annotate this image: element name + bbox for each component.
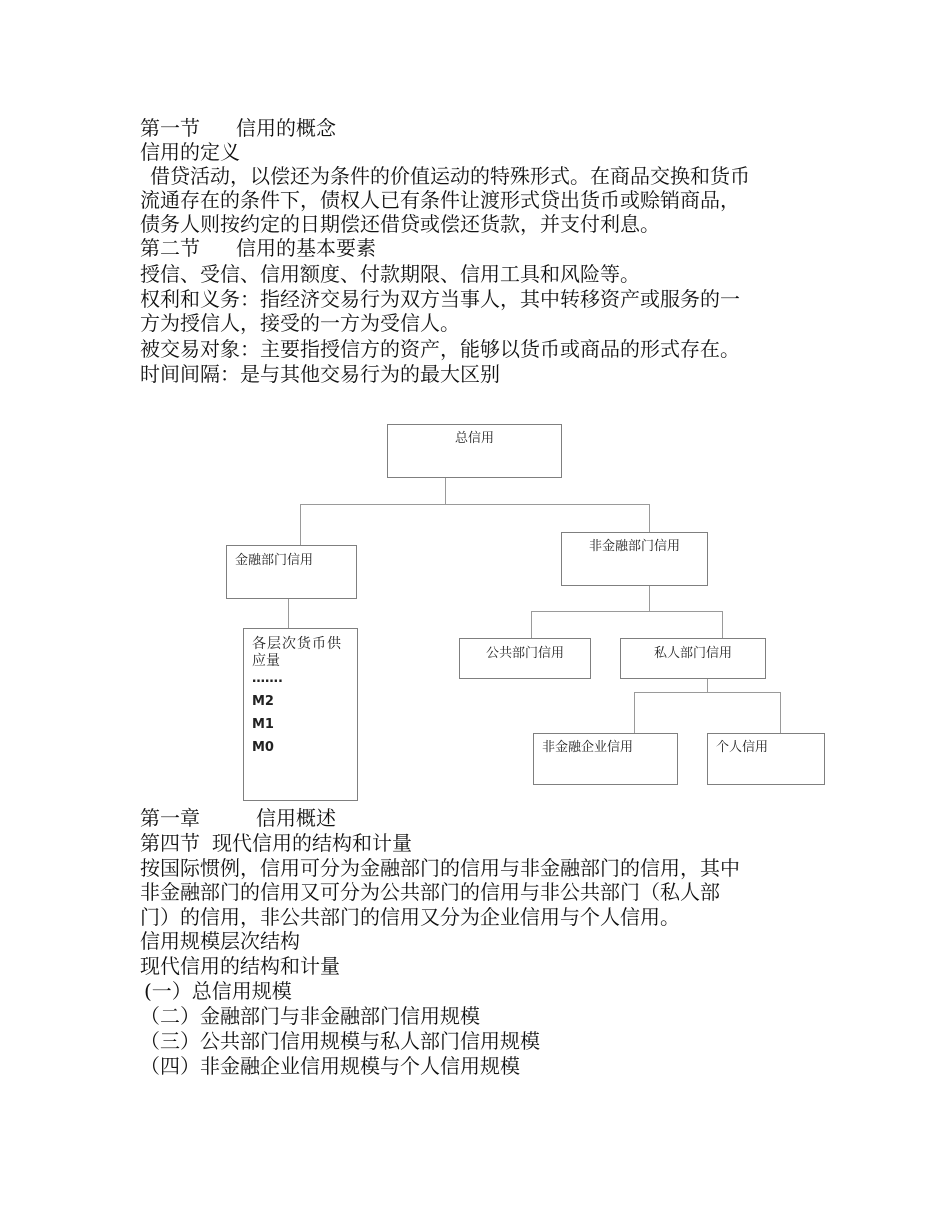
section-1-title: 信用的概念 — [236, 116, 336, 140]
connector-level3-horizontal — [634, 692, 781, 693]
chapter-title: 信用概述 — [256, 806, 336, 830]
measure-heading: 现代信用的结构和计量 — [140, 954, 340, 978]
section-4-number: 第四节 — [140, 831, 200, 855]
connector-to-public — [531, 611, 532, 638]
chapter-heading — [140, 806, 820, 830]
scale-structure-heading: 信用规模层次结构 — [140, 929, 300, 953]
connector-to-personal — [780, 692, 781, 733]
definition-line-1: 借贷活动，以偿还为条件的价值运动的特殊形式。在商品交换和货币 — [150, 164, 750, 188]
enterprise-credit-box — [533, 733, 678, 785]
connector-to-private — [722, 611, 723, 638]
object-line: 被交易对象：主要指授信方的资产，能够以货币或商品的形式存在。 — [140, 337, 740, 361]
interval-line: 时间间隔：是与其他交易行为的最大区别 — [140, 362, 500, 386]
rights-line-1: 权利和义务：指经济交易行为双方当事人，其中转移资产或服务的一 — [140, 287, 740, 311]
money-supply-label-line-1: 各层次货币供 — [252, 636, 342, 652]
personal-credit-label: 个人信用 — [716, 740, 769, 755]
money-supply-m2: M2 — [252, 694, 274, 709]
money-supply-m0: M0 — [252, 740, 274, 755]
section-1-heading — [140, 116, 820, 140]
definition-heading: 信用的定义 — [140, 140, 240, 164]
money-supply-label-line-2: 应量 — [252, 653, 280, 669]
list-item-2: （二）金融部门与非金融部门信用规模 — [140, 1004, 480, 1028]
list-item-4: （四）非金融企业信用规模与个人信用规模 — [140, 1054, 520, 1078]
connector-financial-to-supply — [288, 599, 289, 628]
section-2-heading — [140, 236, 820, 260]
list-item-1: (一）总信用规模 — [144, 979, 292, 1003]
section-1-number: 第一节 — [140, 116, 200, 140]
connector-level2-horizontal — [531, 611, 722, 612]
public-credit-box — [459, 638, 591, 679]
classification-line-2: 非金融部门的信用又可分为公共部门的信用与非公共部门（私人部 — [140, 880, 720, 904]
financial-credit-label: 金融部门信用 — [235, 553, 314, 568]
total-credit-box — [387, 424, 562, 478]
personal-credit-box — [707, 733, 825, 785]
connector-total-down — [445, 478, 446, 504]
section-2-number: 第二节 — [140, 236, 200, 260]
total-credit-label: 总信用 — [454, 431, 494, 446]
connector-to-financial — [300, 504, 301, 545]
enterprise-credit-label: 非金融企业信用 — [542, 740, 634, 755]
classification-line-3: 门）的信用，非公共部门的信用又分为企业信用与个人信用。 — [140, 905, 680, 929]
section-4-title: 现代信用的结构和计量 — [212, 831, 412, 855]
elements-line: 授信、受信、信用额度、付款期限、信用工具和风险等。 — [140, 262, 640, 286]
connector-to-nonfinancial — [649, 504, 650, 532]
financial-credit-box — [226, 545, 357, 599]
rights-line-2: 方为授信人，接受的一方为受信人。 — [140, 311, 460, 335]
nonfinancial-credit-label: 非金融部门信用 — [588, 539, 680, 554]
public-credit-label: 公共部门信用 — [485, 646, 564, 661]
classification-line-1: 按国际惯例，信用可分为金融部门的信用与非金融部门的信用，其中 — [140, 856, 740, 880]
nonfinancial-credit-box — [561, 532, 708, 586]
chapter-number: 第一章 — [140, 806, 200, 830]
definition-line-2: 流通存在的条件下，债权人已有条件让渡形式贷出货币或赊销商品， — [140, 188, 740, 212]
money-supply-box — [243, 628, 358, 801]
money-supply-m1: M1 — [252, 717, 274, 732]
money-supply-dots: ……. — [252, 671, 283, 686]
connector-nonfinancial-down — [649, 586, 650, 611]
connector-private-down — [707, 679, 708, 692]
connector-level1-horizontal — [300, 504, 649, 505]
definition-line-3: 债务人则按约定的日期偿还借贷或偿还货款，并支付利息。 — [140, 212, 660, 236]
section-4-heading — [140, 831, 820, 855]
connector-to-enterprise — [634, 692, 635, 733]
list-item-3: （三）公共部门信用规模与私人部门信用规模 — [140, 1029, 540, 1053]
section-2-title: 信用的基本要素 — [236, 236, 376, 260]
private-credit-box — [620, 638, 766, 679]
private-credit-label: 私人部门信用 — [653, 646, 732, 661]
